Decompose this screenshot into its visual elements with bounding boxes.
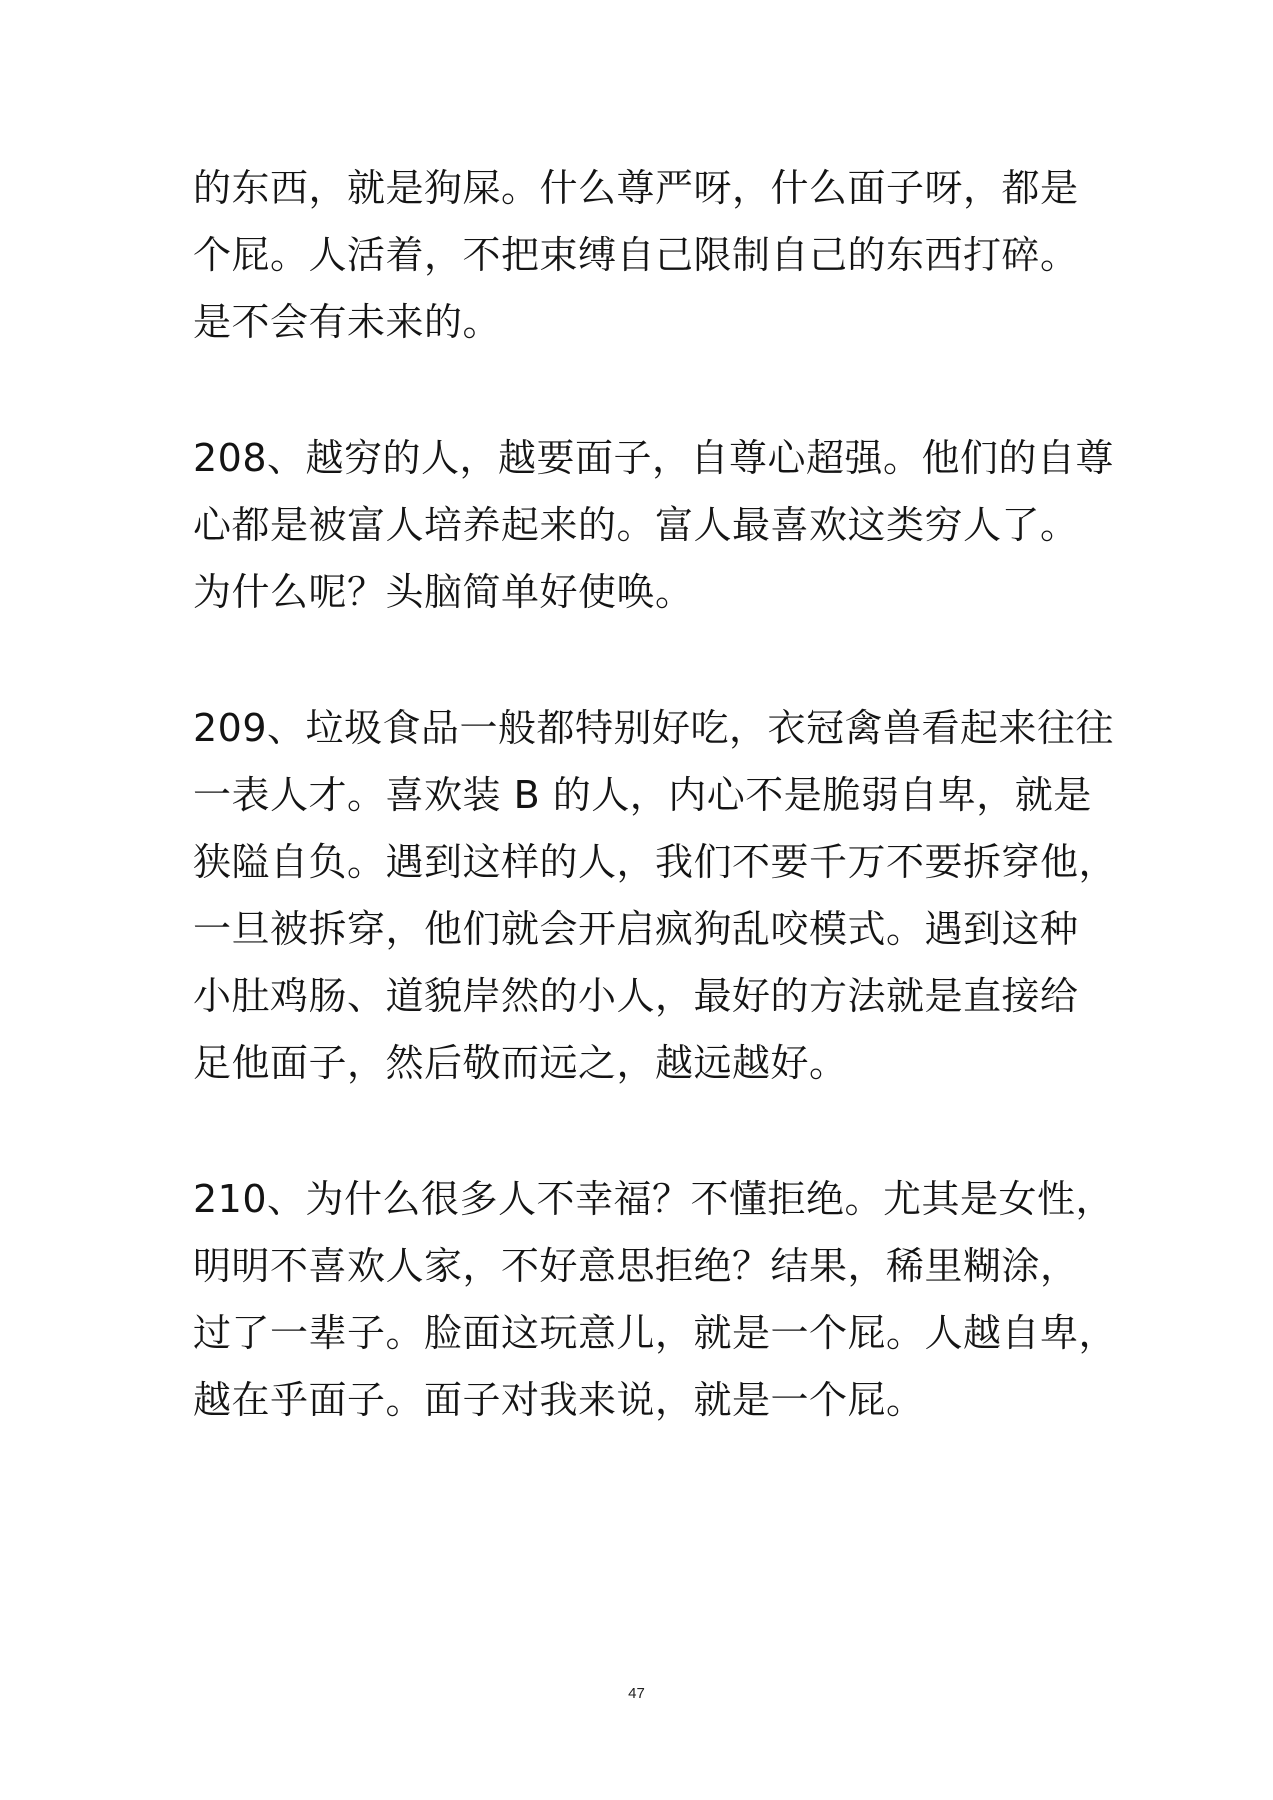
text-line: 210、为什么很多人不幸福？不懂拒绝。尤其是女性，: [193, 1177, 1115, 1221]
text-line: 209、垃圾食品一般都特别好吃，衣冠禽兽看起来往往: [193, 706, 1115, 750]
paragraph-208: [193, 425, 1115, 626]
text-line: 是不会有未来的。: [193, 300, 502, 344]
text-line: 一旦被拆穿，他们就会开启疯狗乱咬模式。遇到这种: [193, 907, 1079, 951]
text-line: 为什么呢？头脑简单好使唤。: [193, 570, 694, 614]
text-line: 足他面子，然后敬而远之，越远越好。: [193, 1041, 848, 1085]
text-line: 个屁。人活着，不把束缚自己限制自己的东西打碎。: [193, 233, 1079, 277]
page-number: 47: [628, 1685, 645, 1702]
text-line: 心都是被富人培养起来的。富人最喜欢这类穷人了。: [193, 503, 1079, 547]
text-line: 小肚鸡肠、道貌岸然的小人，最好的方法就是直接给: [193, 974, 1079, 1018]
text-line: 208、越穷的人，越要面子，自尊心超强。他们的自尊: [193, 436, 1115, 480]
paragraph-210: [193, 1166, 1118, 1434]
text-line: 一表人才。喜欢装 B 的人，内心不是脆弱自卑，就是: [193, 773, 1092, 817]
text-line: 过了一辈子。脸面这玩意儿，就是一个屁。人越自卑，: [193, 1311, 1118, 1355]
text-line: 狭隘自负。遇到这样的人，我们不要千万不要拆穿他，: [193, 840, 1118, 884]
text-line: 明明不喜欢人家，不好意思拒绝？结果，稀里糊涂，: [193, 1244, 1079, 1288]
paragraph-continuation: [193, 155, 1093, 356]
text-line: 的东西，就是狗屎。什么尊严呀，什么面子呀，都是: [193, 166, 1079, 210]
paragraph-209: [193, 695, 1118, 1097]
text-line: 越在乎面子。面子对我来说，就是一个屁。: [193, 1378, 925, 1422]
